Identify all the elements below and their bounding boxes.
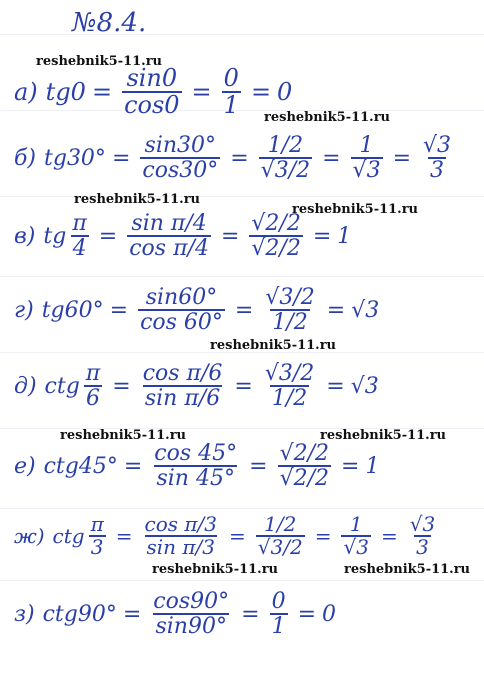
equals-sign: = (234, 373, 253, 399)
fraction-numerator: √2/2 (279, 441, 330, 466)
equals-sign: = (230, 145, 249, 171)
fraction-denominator: sin 45° (156, 466, 235, 492)
fraction (138, 286, 225, 334)
fraction (408, 514, 437, 558)
equation-row-v (14, 212, 351, 260)
fraction-numerator: √3 (423, 133, 452, 158)
fraction (222, 66, 241, 118)
watermark: reshebnik5-11.ru (60, 428, 187, 443)
equals-sign: = (220, 223, 240, 249)
equals-sign: = (380, 524, 398, 548)
fraction (84, 362, 102, 410)
fraction (143, 514, 219, 558)
expression-lhs: tg30° (44, 145, 106, 171)
equals-sign: = (322, 145, 341, 171)
equals-sign: = (392, 145, 411, 171)
fraction-numerator: sin π/4 (131, 211, 207, 236)
item-label: з) (14, 601, 35, 627)
rule-line (0, 196, 484, 197)
item-label: а) (14, 78, 38, 107)
fraction-denominator: 1 (271, 614, 286, 640)
fraction-denominator: √3/2 (260, 158, 311, 184)
watermark: reshebnik5-11.ru (344, 562, 471, 577)
fraction (141, 362, 225, 410)
fraction-denominator: √3/2 (257, 535, 303, 559)
watermark: reshebnik5-11.ru (292, 202, 419, 217)
fraction (263, 286, 316, 334)
watermark: reshebnik5-11.ru (264, 110, 391, 125)
fraction-numerator: sin0 (126, 64, 178, 92)
equals-sign: = (98, 223, 118, 249)
fraction-numerator: 1/2 (267, 133, 304, 158)
fraction-numerator: √3/2 (264, 361, 315, 386)
fraction-denominator: 3 (430, 158, 444, 184)
fraction-numerator: √3/2 (265, 285, 315, 310)
fraction-denominator: 1/2 (271, 386, 308, 412)
watermark: reshebnik5-11.ru (210, 338, 337, 353)
fraction-numerator: sin30° (144, 133, 217, 158)
fraction-numerator: 0 (223, 64, 239, 92)
fraction-numerator: 1 (349, 512, 363, 536)
equation-row-z (14, 590, 336, 638)
fraction-denominator: sin π/3 (146, 535, 216, 559)
fraction-denominator: √2/2 (251, 236, 301, 262)
watermark: reshebnik5-11.ru (36, 54, 163, 69)
equation-row-e (14, 442, 379, 490)
equals-sign: = (123, 453, 143, 479)
fraction-numerator: cos 45° (154, 441, 238, 466)
fraction (127, 212, 211, 260)
item-label: б) (14, 145, 37, 171)
fraction (70, 212, 88, 260)
expression-lhs: tg (43, 223, 67, 249)
equals-sign: = (297, 601, 317, 627)
item-label: д) (14, 373, 37, 399)
fraction-denominator: sin π/6 (144, 386, 221, 412)
equals-sign: = (241, 601, 260, 627)
equals-sign: = (249, 453, 268, 479)
fraction (351, 134, 383, 182)
fraction-denominator: 3 (90, 535, 104, 559)
fraction (89, 514, 106, 558)
expression-lhs: tg60° (41, 297, 104, 323)
fraction-numerator: cos π/6 (142, 361, 223, 386)
fraction (341, 514, 370, 558)
equation-row-g (14, 286, 379, 334)
fraction-denominator: 1 (223, 91, 239, 120)
expression-lhs: ctg (52, 524, 85, 548)
equals-sign: = (115, 524, 133, 548)
fraction (263, 362, 316, 410)
equals-sign: = (229, 524, 246, 548)
expression-lhs: ctg90° (42, 601, 117, 627)
fraction-denominator: √2/2 (279, 466, 330, 492)
equals-sign: = (314, 524, 332, 548)
equals-sign: = (91, 78, 113, 107)
fraction-denominator: sin90° (155, 614, 227, 640)
watermark: reshebnik5-11.ru (74, 192, 201, 207)
equals-sign: = (109, 297, 129, 323)
fraction-denominator: cos π/4 (129, 236, 209, 262)
fraction-denominator: √3 (343, 535, 369, 559)
equation-row-b (14, 134, 457, 182)
fraction (151, 590, 231, 638)
fraction-numerator: 1/2 (264, 512, 297, 536)
equals-sign: = (326, 297, 346, 323)
equals-sign: = (122, 601, 142, 627)
fraction-denominator: 1/2 (272, 310, 308, 336)
equals-sign: = (191, 78, 212, 107)
fraction-denominator: √3 (352, 158, 381, 184)
fraction-numerator: π (72, 211, 87, 236)
fraction-numerator: cos π/3 (144, 512, 217, 536)
fraction (421, 134, 453, 182)
item-label: в) (14, 223, 36, 249)
result: 0 (277, 78, 293, 107)
item-label: е) (14, 453, 36, 479)
item-label: г) (14, 297, 34, 323)
fraction-denominator: cos0 (124, 91, 180, 120)
fraction-numerator: π (85, 361, 101, 386)
item-label: ж) (14, 524, 45, 548)
equals-sign: = (326, 373, 345, 399)
equals-sign: = (250, 78, 272, 107)
expression-lhs: ctg (44, 373, 80, 399)
equals-sign: = (312, 223, 332, 249)
result: 1 (365, 453, 380, 479)
equals-sign: = (234, 297, 254, 323)
equation-row-zh (14, 514, 441, 558)
equation-row-a (14, 66, 292, 118)
fraction (122, 66, 181, 118)
fraction-numerator: cos90° (153, 589, 230, 614)
expression-lhs: tg0 (45, 78, 86, 107)
fraction-denominator: 4 (72, 236, 87, 262)
watermark: reshebnik5-11.ru (152, 562, 279, 577)
expression-lhs: ctg45° (43, 453, 118, 479)
equals-sign: = (111, 145, 131, 171)
equation-row-d (14, 362, 379, 410)
fraction-numerator: 1 (359, 133, 374, 158)
fraction (259, 134, 312, 182)
fraction-numerator: √3 (409, 512, 436, 536)
rule-line (0, 276, 484, 277)
fraction-denominator: cos30° (142, 158, 219, 184)
equals-sign: = (112, 373, 131, 399)
problem-number: №8.4. (72, 8, 147, 38)
fraction (140, 134, 220, 182)
rule-line (0, 580, 484, 581)
equals-sign: = (341, 453, 360, 479)
rule-line (0, 508, 484, 509)
fraction-numerator: π (90, 512, 104, 536)
result: 1 (337, 223, 352, 249)
result: √3 (350, 373, 379, 399)
watermark: reshebnik5-11.ru (320, 428, 447, 443)
fraction (278, 442, 331, 490)
fraction (270, 590, 288, 638)
fraction-numerator: sin60° (145, 285, 218, 310)
fraction-denominator: cos 60° (140, 310, 223, 336)
fraction (249, 212, 302, 260)
fraction-numerator: 0 (271, 589, 286, 614)
fraction-denominator: 6 (86, 386, 101, 412)
fraction-numerator: √2/2 (251, 211, 301, 236)
result: 0 (322, 601, 337, 627)
result: √3 (351, 297, 380, 323)
fraction (256, 514, 305, 558)
fraction-denominator: 3 (416, 535, 429, 559)
fraction (152, 442, 239, 490)
